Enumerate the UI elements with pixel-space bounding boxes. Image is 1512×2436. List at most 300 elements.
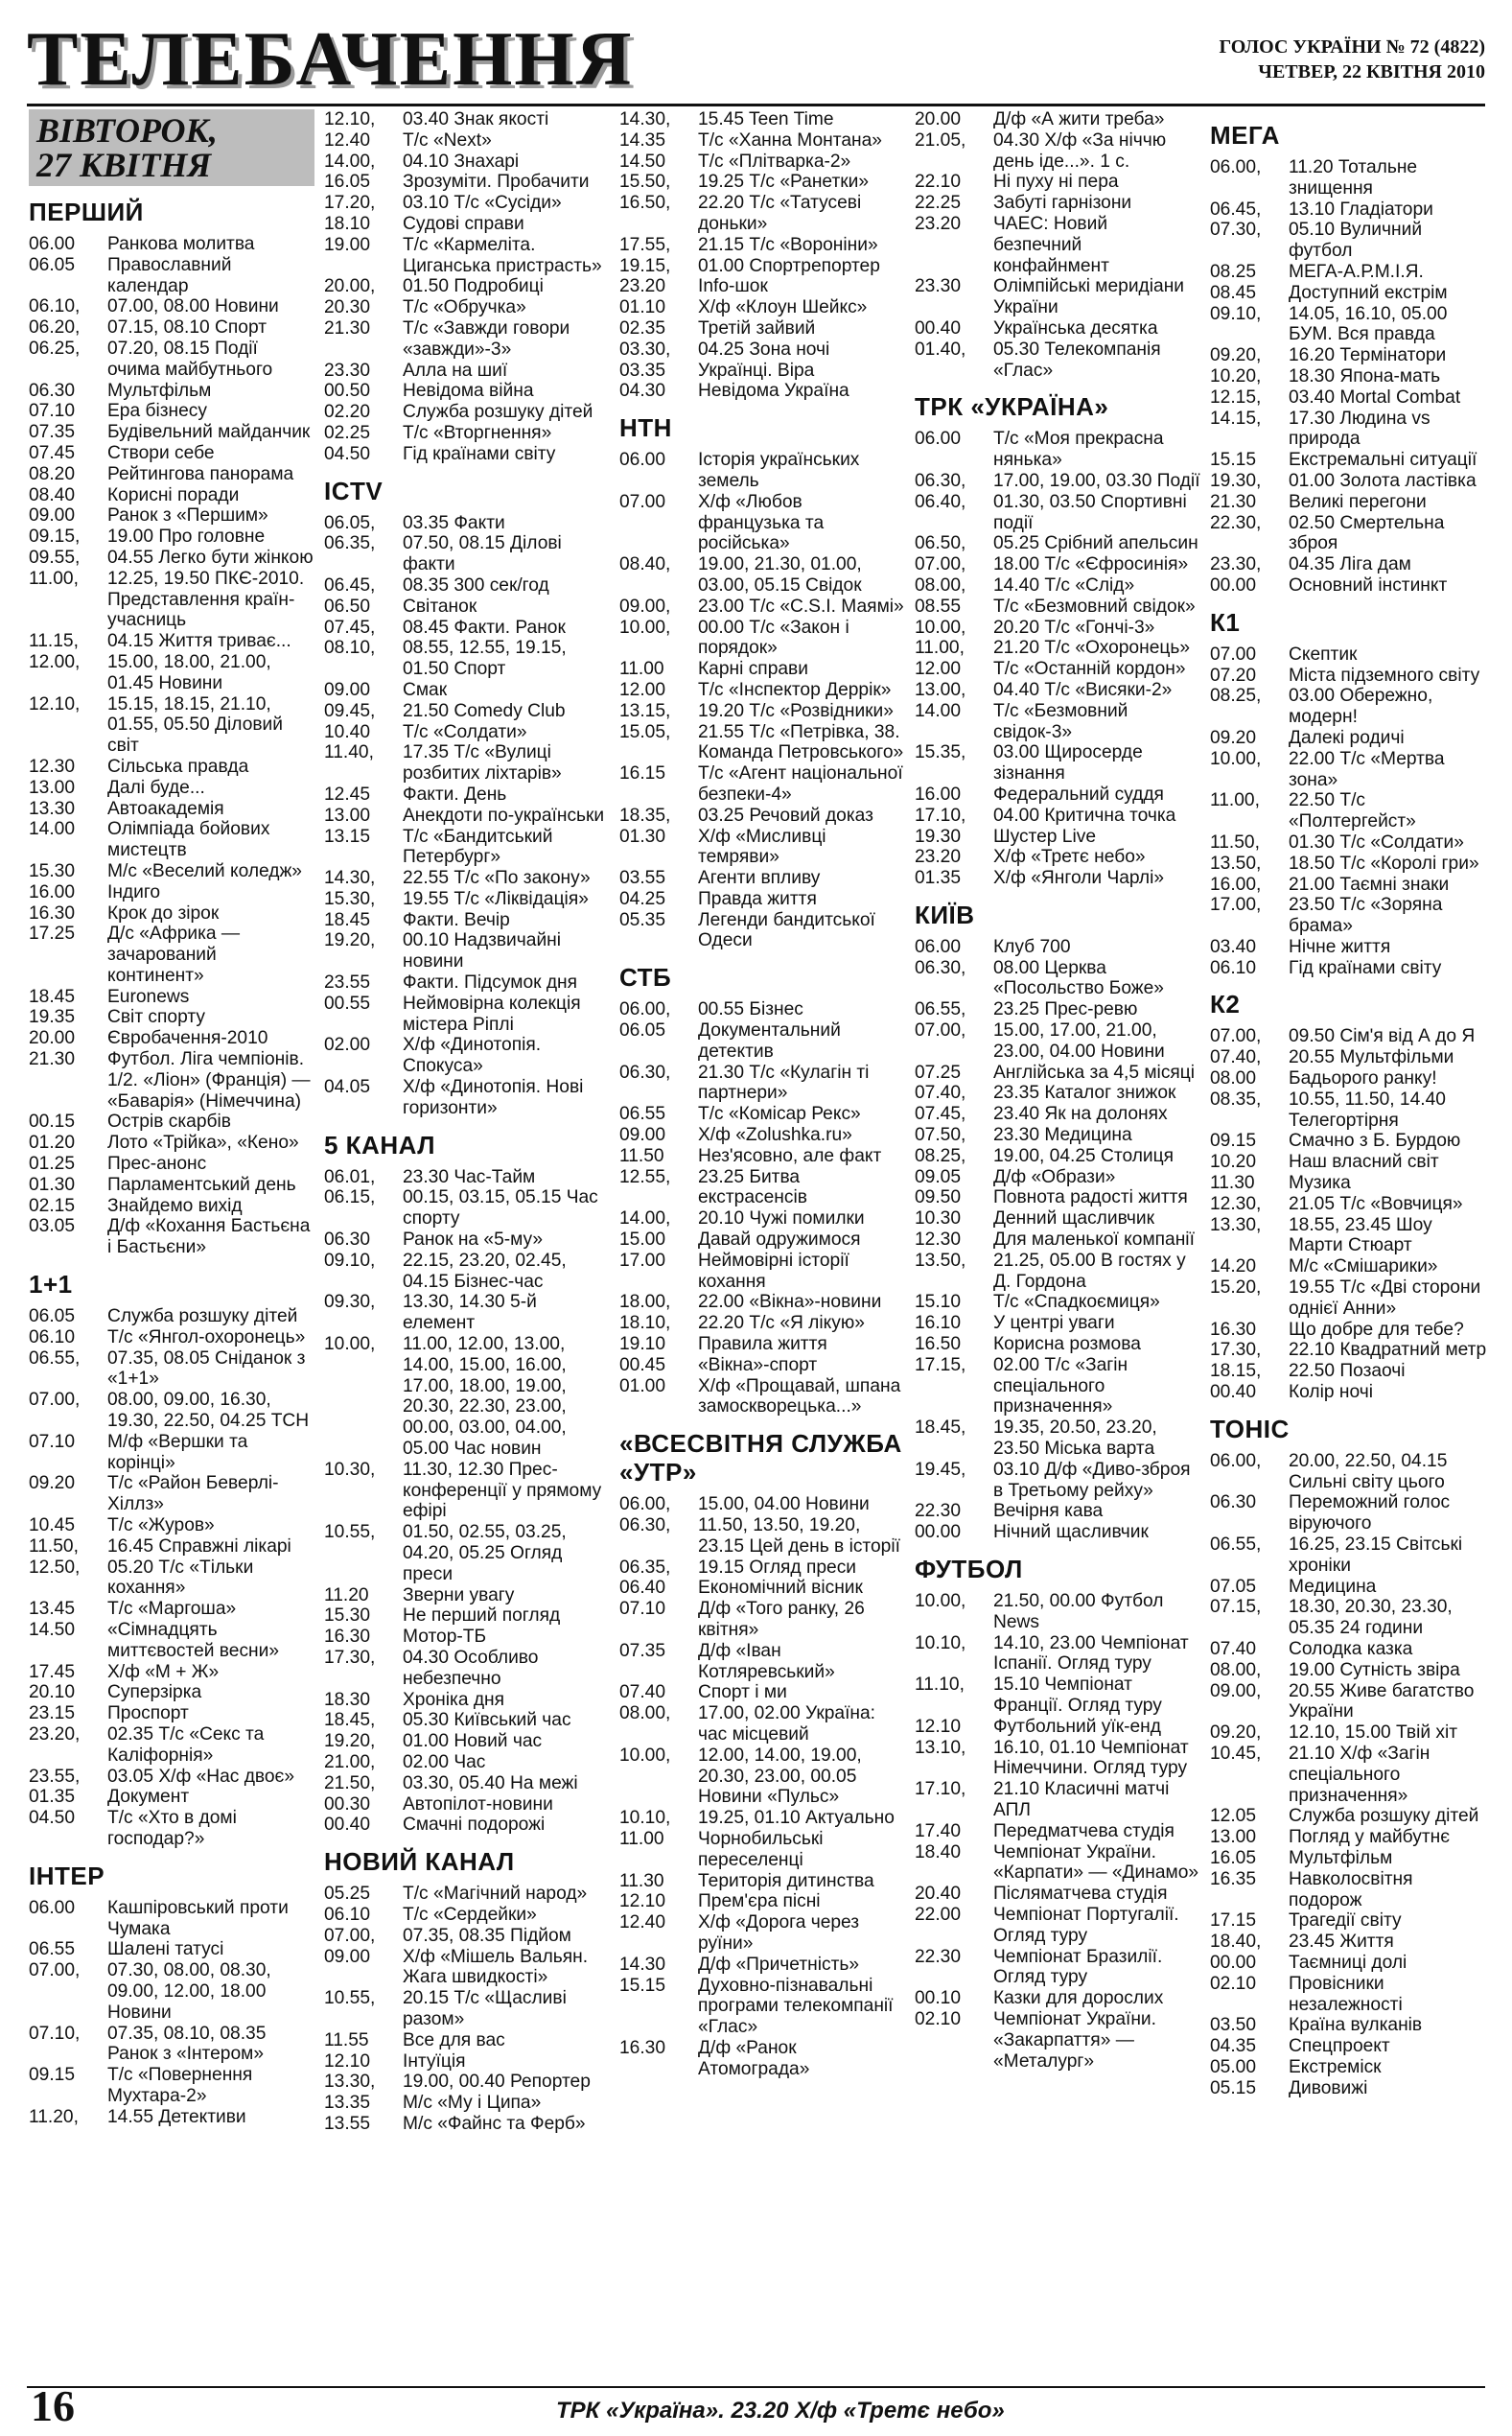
program-entry xyxy=(915,1501,1200,1522)
program-title: Т/с «Завжди говори «завжди»-3» xyxy=(403,317,570,360)
program-time: 12.50, xyxy=(29,1557,81,1578)
channel-heading: НОВИЙ КАНАЛ xyxy=(324,1847,515,1877)
program-time: 11.20, xyxy=(29,2106,79,2127)
program-entry xyxy=(1210,1340,1488,1361)
program-title: 18.30 Япона-мать xyxy=(1289,365,1441,386)
program-entry xyxy=(29,2065,314,2107)
channel-heading: МЕГА xyxy=(1210,121,1280,150)
program-title: Євробачення-2010 xyxy=(107,1028,268,1049)
program-title: Х/ф «Клоун Шейкс» xyxy=(698,297,868,318)
program-entry xyxy=(1210,790,1488,832)
program-time: 16.00 xyxy=(29,881,76,902)
program-time: 07.00, xyxy=(29,1390,81,1411)
program-entry xyxy=(29,1787,314,1808)
program-entry xyxy=(29,1536,314,1558)
program-entry xyxy=(1210,1194,1488,1215)
program-title: 01.30, 03.50 Спортивні події xyxy=(993,491,1187,533)
program-time: 01.00 xyxy=(619,1375,666,1396)
program-title: 07.35, 08.35 Підйом xyxy=(403,1925,571,1946)
program-entry xyxy=(1210,644,1488,666)
program-title: Хроніка дня xyxy=(403,1689,504,1710)
program-time: 06.35, xyxy=(324,533,376,554)
program-entry xyxy=(619,1912,905,1955)
program-title: 19.55 Т/с «Дві сторони однієї Анни» xyxy=(1289,1277,1481,1319)
program-time: 07.00, xyxy=(1210,1026,1262,1047)
program-time: 06.45, xyxy=(324,574,376,596)
program-title: Знайдемо вихід xyxy=(107,1195,243,1216)
program-time: 06.00, xyxy=(619,1494,671,1515)
program-time: 06.00 xyxy=(29,1897,76,1918)
program-title: Православний календар xyxy=(107,254,232,296)
program-time: 08.40 xyxy=(29,484,76,505)
program-title: Повнота радості життя xyxy=(993,1187,1188,1208)
program-time: 11.10, xyxy=(915,1675,965,1696)
program-entry xyxy=(619,1230,905,1251)
program-entry xyxy=(915,958,1200,1000)
program-time: 08.55 xyxy=(915,596,962,617)
program-time: 23.30, xyxy=(1210,554,1262,575)
program-entry xyxy=(915,827,1200,848)
program-title: Українська десятка xyxy=(993,317,1158,339)
program-entry xyxy=(29,1028,314,1049)
program-title: 11.00, 12.00, 13.00, 14.00, 15.00, 16.00, 17.00, 18.00, 19.00, 20.30, 22.30, 23.00, 00.00, 03.00, 04.00, 05.00 Час новин xyxy=(403,1334,567,1460)
program-entry xyxy=(1210,1722,1488,1744)
program-title: Таємниці долі xyxy=(1289,1952,1407,1973)
program-entry xyxy=(619,554,905,597)
program-time: 09.15 xyxy=(29,2065,76,2086)
program-title: 23.45 Життя xyxy=(1289,1932,1394,1953)
program-entry xyxy=(324,701,610,722)
program-title: Зверни увагу xyxy=(403,1584,515,1605)
program-title: 23.35 Каталог знижок xyxy=(993,1083,1176,1104)
program-entry xyxy=(915,999,1200,1020)
program-entry xyxy=(29,1724,314,1767)
program-title: Прем'єра пісні xyxy=(698,1891,821,1912)
program-entry xyxy=(619,999,905,1020)
program-time: 12.40 xyxy=(619,1912,666,1933)
program-title: 08.45 Факти. Ранок xyxy=(403,617,566,638)
program-entry xyxy=(29,1306,314,1327)
program-entry xyxy=(324,1988,610,2030)
program-title: 22.10 Квадратний метр xyxy=(1289,1340,1487,1361)
program-time: 10.00, xyxy=(915,617,966,638)
program-title: 08.35 300 сек/год xyxy=(403,574,549,596)
program-time: 12.30 xyxy=(29,756,76,777)
program-entry xyxy=(619,1355,905,1376)
program-time: 13.35 xyxy=(324,2093,371,2114)
program-time: 18.10, xyxy=(619,1313,671,1334)
day-heading-line1: ВІВТОРОК, xyxy=(36,111,218,150)
program-entry xyxy=(324,235,610,277)
program-entry xyxy=(324,276,610,297)
program-title: Зрозуміти. Пробачити xyxy=(403,172,590,193)
program-entry xyxy=(324,130,610,152)
program-time: 01.35 xyxy=(915,868,962,889)
program-entry xyxy=(324,2114,610,2135)
program-time: 21.05, xyxy=(915,129,966,151)
program-time: 03.30, xyxy=(619,339,671,360)
program-entry xyxy=(915,1591,1200,1633)
program-time: 08.00, xyxy=(915,574,966,596)
program-time: 10.00, xyxy=(619,1745,671,1766)
program-time: 04.25 xyxy=(619,888,666,909)
program-time: 13.00 xyxy=(324,805,371,826)
program-time: 22.25 xyxy=(915,193,962,214)
program-entry xyxy=(619,1376,905,1418)
program-title: Т/с «Інспектор Деррік» xyxy=(698,679,892,700)
program-time: 06.00 xyxy=(915,429,962,450)
program-entry xyxy=(619,492,905,554)
program-title: 22.55 Т/с «По закону» xyxy=(403,868,591,889)
program-title: Давай одружимося xyxy=(698,1230,861,1251)
program-time: 10.10, xyxy=(915,1632,966,1653)
program-entry xyxy=(619,1703,905,1745)
program-entry xyxy=(915,1230,1200,1251)
program-time: 06.10, xyxy=(29,296,81,317)
program-title: 01.00 Золота ластівка xyxy=(1289,470,1477,491)
program-entry xyxy=(29,2024,314,2066)
program-title: Корисні поради xyxy=(107,484,240,505)
program-title: Ні пуху ні пера xyxy=(993,172,1119,193)
program-entry xyxy=(1210,1869,1488,1911)
program-entry xyxy=(1210,728,1488,749)
program-title: Далекі родичі xyxy=(1289,727,1405,748)
program-time: 16.30 xyxy=(29,902,76,924)
program-entry xyxy=(1210,1660,1488,1681)
program-title: Навколосвітня подорож xyxy=(1289,1868,1413,1910)
program-title: Англійська за 4,5 місяці xyxy=(993,1062,1196,1083)
program-time: 04.05 xyxy=(324,1077,371,1098)
program-title: Медицина xyxy=(1289,1576,1377,1597)
program-title: Служба розшуку дітей xyxy=(403,402,593,423)
program-time: 08.00, xyxy=(1210,1659,1262,1680)
program-entry xyxy=(324,1731,610,1752)
program-title: 16.10, 01.10 Чемпіонат Німеччини. Огляд туру xyxy=(993,1737,1189,1779)
program-time: 14.30 xyxy=(619,1954,666,1975)
program-title: 23.30 Час-Тайм xyxy=(403,1166,536,1187)
program-title: Факти. Вечір xyxy=(403,909,510,930)
channel-heading: ТРК «УКРАЇНА» xyxy=(915,392,1109,422)
program-title: 19.00 Про головне xyxy=(107,527,266,548)
program-time: 04.50 xyxy=(29,1808,76,1829)
program-title: Т/с «Бандитський Петербург» xyxy=(403,826,553,868)
program-title: Спецпроект xyxy=(1289,2036,1390,2057)
program-title: Гід країнами світу xyxy=(403,443,556,464)
program-title: 04.35 Ліга дам xyxy=(1289,554,1411,575)
program-time: 22.10 xyxy=(915,172,962,193)
program-title: Мультфільм xyxy=(1289,1847,1393,1868)
program-entry xyxy=(915,1208,1200,1230)
program-time: 07.35 xyxy=(619,1640,666,1661)
program-time: 06.05 xyxy=(29,1306,76,1327)
program-title: Чемпіонат України. «Карпати» — «Динамо» xyxy=(993,1841,1199,1884)
program-time: 09.05 xyxy=(915,1166,962,1187)
program-title: Х/ф «Zolushka.ru» xyxy=(698,1125,852,1146)
program-time: 06.00 xyxy=(619,450,666,471)
program-time: 11.00, xyxy=(915,638,965,659)
program-time: 17.45 xyxy=(29,1661,76,1682)
program-entry xyxy=(324,109,610,130)
program-time: 19.20, xyxy=(324,1731,376,1752)
program-title: Т/с «Плітварка-2» xyxy=(698,151,851,172)
program-entry xyxy=(29,1133,314,1154)
program-entry xyxy=(915,193,1200,214)
program-time: 00.50 xyxy=(324,381,371,402)
program-time: 18.40 xyxy=(915,1841,962,1862)
program-time: 06.40 xyxy=(619,1578,666,1599)
program-title: Проспорт xyxy=(107,1703,189,1724)
program-title: Суперзірка xyxy=(107,1682,202,1703)
program-title: Документальний детектив xyxy=(698,1020,841,1062)
program-time: 03.55 xyxy=(619,868,666,889)
program-time: 06.00, xyxy=(1210,157,1262,177)
program-time: 06.00, xyxy=(619,999,671,1020)
program-time: 12.00, xyxy=(29,651,81,672)
program-entry xyxy=(324,297,610,318)
program-title: 21.10 Класичні матчі АПЛ xyxy=(993,1779,1170,1820)
program-time: 01.10 xyxy=(619,297,666,318)
bottom-rule xyxy=(27,2386,1485,2388)
program-title: У центрі уваги xyxy=(993,1313,1115,1334)
program-entry xyxy=(619,130,905,152)
program-time: 09.15, xyxy=(29,527,81,548)
program-entry xyxy=(29,1515,314,1536)
program-entry xyxy=(619,680,905,701)
program-time: 00.00 xyxy=(1210,574,1257,596)
program-time: 20.10 xyxy=(29,1682,76,1703)
program-entry xyxy=(324,680,610,701)
program-entry xyxy=(619,1641,905,1683)
program-time: 07.10 xyxy=(619,1599,666,1620)
program-title: 03.30, 05.40 На межі xyxy=(403,1772,578,1793)
program-title: Основний інстинкт xyxy=(1289,574,1448,596)
program-time: 13.00, xyxy=(915,679,966,700)
program-title: 01.00 Спортрепортер xyxy=(698,255,880,276)
program-entry xyxy=(619,1599,905,1641)
program-entry xyxy=(1210,895,1488,937)
program-title: 03.35 Факти xyxy=(403,512,505,533)
program-title: 05.30 Телекомпанія «Глас» xyxy=(993,339,1161,381)
program-time: 16.10 xyxy=(915,1313,962,1334)
program-title: 14.55 Детективи xyxy=(107,2106,246,2127)
program-entry xyxy=(619,1020,905,1063)
program-title: 07.35, 08.10, 08.35 Ранок з «Інтером» xyxy=(107,2023,267,2065)
program-title: Х/ф «Мисливці темряви» xyxy=(698,826,826,868)
program-entry xyxy=(619,235,905,256)
program-time: 14.00 xyxy=(915,700,962,721)
program-entry xyxy=(915,214,1200,276)
program-title: 18.30, 20.30, 23.30, 05.35 24 години xyxy=(1289,1597,1453,1639)
program-title: Euronews xyxy=(107,986,190,1007)
program-entry xyxy=(915,1821,1200,1842)
program-title: 03.05 Х/ф «Нас двоє» xyxy=(107,1766,295,1787)
program-time: 11.40, xyxy=(324,742,374,763)
program-time: 20.40 xyxy=(915,1884,962,1905)
program-entry xyxy=(915,2009,1200,2072)
program-time: 05.25 xyxy=(324,1884,371,1905)
program-time: 07.10, xyxy=(29,2023,81,2044)
program-title: Колір ночі xyxy=(1289,1382,1373,1403)
program-entry xyxy=(915,1187,1200,1208)
program-entry xyxy=(324,785,610,806)
program-time: 15.10 xyxy=(915,1292,962,1313)
program-entry xyxy=(915,742,1200,785)
program-title: Д/ф «Того ранку, 26 квітня» xyxy=(698,1599,865,1640)
program-entry xyxy=(1210,1827,1488,1848)
program-time: 09.45, xyxy=(324,700,376,721)
program-time: 02.10 xyxy=(915,2008,962,2029)
program-title: 13.30, 14.30 5-й елемент xyxy=(403,1292,537,1334)
program-time: 20.00 xyxy=(915,109,962,129)
program-entry xyxy=(29,799,314,820)
program-list xyxy=(1210,121,1488,2099)
program-entry xyxy=(29,339,314,381)
program-entry xyxy=(324,1926,610,1947)
program-time: 06.30, xyxy=(915,957,966,978)
program-entry xyxy=(29,401,314,422)
program-entry xyxy=(324,597,610,618)
program-time: 07.05 xyxy=(1210,1576,1257,1597)
program-entry xyxy=(1210,409,1488,451)
program-time: 15.30, xyxy=(324,888,376,909)
program-entry xyxy=(324,361,610,382)
program-entry xyxy=(324,1773,610,1794)
program-title: 15.00, 18.00, 21.00, 01.45 Новини xyxy=(107,651,271,693)
program-title: Нічне життя xyxy=(1289,936,1391,957)
program-title: 01.00 Новий час xyxy=(403,1731,543,1752)
program-time: 10.55, xyxy=(324,1522,376,1543)
program-time: 13.30, xyxy=(324,2072,376,2093)
program-entry xyxy=(619,1891,905,1912)
program-entry xyxy=(915,554,1200,575)
program-time: 11.50, xyxy=(29,1535,79,1557)
program-entry xyxy=(915,1020,1200,1063)
program-title: Т/с «Безмовний свідок» xyxy=(993,596,1196,617)
program-title: 21.55 Т/с «Петрівка, 38. Команда Петровського» xyxy=(698,721,904,763)
program-time: 06.30, xyxy=(619,1062,671,1083)
program-title: 22.15, 23.20, 02.45, 04.15 Бізнес-час xyxy=(403,1250,567,1292)
program-title: 21.50 Comedy Club xyxy=(403,700,566,721)
program-entry xyxy=(29,903,314,925)
program-title: Т/с «Солдати» xyxy=(403,721,527,742)
program-entry xyxy=(29,1348,314,1391)
program-entry xyxy=(619,1063,905,1105)
program-entry xyxy=(29,987,314,1008)
program-title: 02.00 Час xyxy=(403,1751,486,1772)
program-entry xyxy=(915,806,1200,827)
program-entry xyxy=(324,318,610,361)
program-title: Т/с «Кармеліта. Циганська пристрасть» xyxy=(403,234,602,276)
program-entry xyxy=(324,1884,610,1905)
channel-heading: ПЕРШИЙ xyxy=(29,198,144,226)
program-title: 05.20 Т/с «Тільки кохання» xyxy=(107,1557,254,1599)
program-entry xyxy=(1210,1173,1488,1194)
program-entry xyxy=(324,193,610,214)
program-time: 17.10, xyxy=(915,1779,966,1800)
program-title: Т/с «Магічний народ» xyxy=(403,1884,588,1905)
program-entry xyxy=(1210,1152,1488,1173)
program-time: 22.00 xyxy=(915,1904,962,1925)
program-entry xyxy=(619,1313,905,1334)
program-time: 10.30, xyxy=(324,1459,376,1480)
program-title: Історія українських земель xyxy=(698,450,860,491)
program-time: 04.50 xyxy=(324,443,371,464)
program-title: 16.25, 23.15 Світські хроніки xyxy=(1289,1534,1463,1576)
program-time: 00.10 xyxy=(915,1988,962,2009)
program-entry xyxy=(1210,1451,1488,1493)
program-entry xyxy=(1210,1953,1488,1974)
program-title: Документ xyxy=(107,1787,190,1808)
program-time: 23.30 xyxy=(324,360,371,381)
program-entry xyxy=(1210,1806,1488,1827)
program-time: 16.00 xyxy=(915,784,962,805)
program-title: 01.30 Т/с «Солдати» xyxy=(1289,832,1464,853)
program-entry xyxy=(619,722,905,764)
program-entry xyxy=(1210,304,1488,346)
program-time: 00.30 xyxy=(324,1793,371,1815)
program-title: 21.10 Х/ф «Загін спеціального призначення» xyxy=(1289,1743,1431,1806)
program-title: Невідома Україна xyxy=(698,381,849,402)
program-time: 18.10 xyxy=(324,213,371,234)
program-title: Х/ф «Любов французька та російська» xyxy=(698,491,825,554)
program-time: 11.00 xyxy=(619,1828,664,1849)
program-entry xyxy=(324,402,610,423)
program-entry xyxy=(29,381,314,402)
program-title: 05.10 Вуличний футбол xyxy=(1289,220,1423,262)
program-title: 15.00, 17.00, 21.00, 23.00, 04.00 Новини xyxy=(993,1020,1165,1062)
program-entry xyxy=(1210,1320,1488,1341)
program-title: Чорнобильські переселенці xyxy=(698,1828,824,1870)
program-title: 04.00 Критична точка xyxy=(993,805,1176,826)
program-title: 08.00, 09.00, 16.30, 19.30, 22.50, 04.25 ТСН xyxy=(107,1390,310,1432)
program-time: 09.00 xyxy=(619,1125,666,1146)
program-title: 22.00 Т/с «Мертва зона» xyxy=(1289,748,1445,790)
program-title: Х/ф «Прощавай, шпана замоскворецька...» xyxy=(698,1375,901,1417)
program-entry xyxy=(1210,2015,1488,2036)
program-time: 20.30 xyxy=(324,297,371,318)
program-title: Футбольний уїк-енд xyxy=(993,1716,1161,1737)
program-title: Нічний щасливчик xyxy=(993,1522,1149,1543)
program-title: Кашпіровський проти Чумака xyxy=(107,1897,289,1939)
program-time: 13.55 xyxy=(324,2113,371,2134)
program-title: Чемпіонат України. «Закарпаття» — «Металург» xyxy=(993,2008,1156,2072)
program-title: Погляд у майбутнє xyxy=(1289,1827,1450,1848)
program-time: 06.30 xyxy=(1210,1492,1257,1513)
program-entry xyxy=(619,1558,905,1579)
program-title: Т/с «Сердейки» xyxy=(403,1904,537,1925)
program-title: 05.25 Срібний апельсин xyxy=(993,533,1198,554)
program-time: 13.00 xyxy=(29,777,76,798)
program-entry xyxy=(915,1947,1200,1989)
program-title: 20.00, 22.50, 04.15 Сильні світу цього xyxy=(1289,1450,1448,1492)
program-title: 09.50 Сім'я від А до Я xyxy=(1289,1026,1476,1047)
channel-heading: «ВСЕСВІТНЯ СЛУЖБА «УТР» xyxy=(619,1429,902,1487)
program-time: 17.00, xyxy=(1210,895,1262,916)
program-time: 07.00, xyxy=(29,1960,81,1981)
program-entry xyxy=(915,1522,1200,1543)
program-time: 14.00, xyxy=(619,1208,671,1230)
program-entry xyxy=(1210,1215,1488,1257)
program-entry xyxy=(29,1558,314,1600)
program-title: Д/с «Африка — зачарований континент» xyxy=(107,924,241,986)
program-title: Невідома війна xyxy=(403,381,534,402)
program-time: 00.45 xyxy=(619,1354,666,1375)
program-time: 06.15, xyxy=(324,1187,376,1208)
program-time: 01.30 xyxy=(29,1174,76,1195)
program-entry xyxy=(29,1939,314,1960)
program-time: 06.05 xyxy=(619,1020,666,1042)
program-time: 23.20 xyxy=(915,847,962,868)
